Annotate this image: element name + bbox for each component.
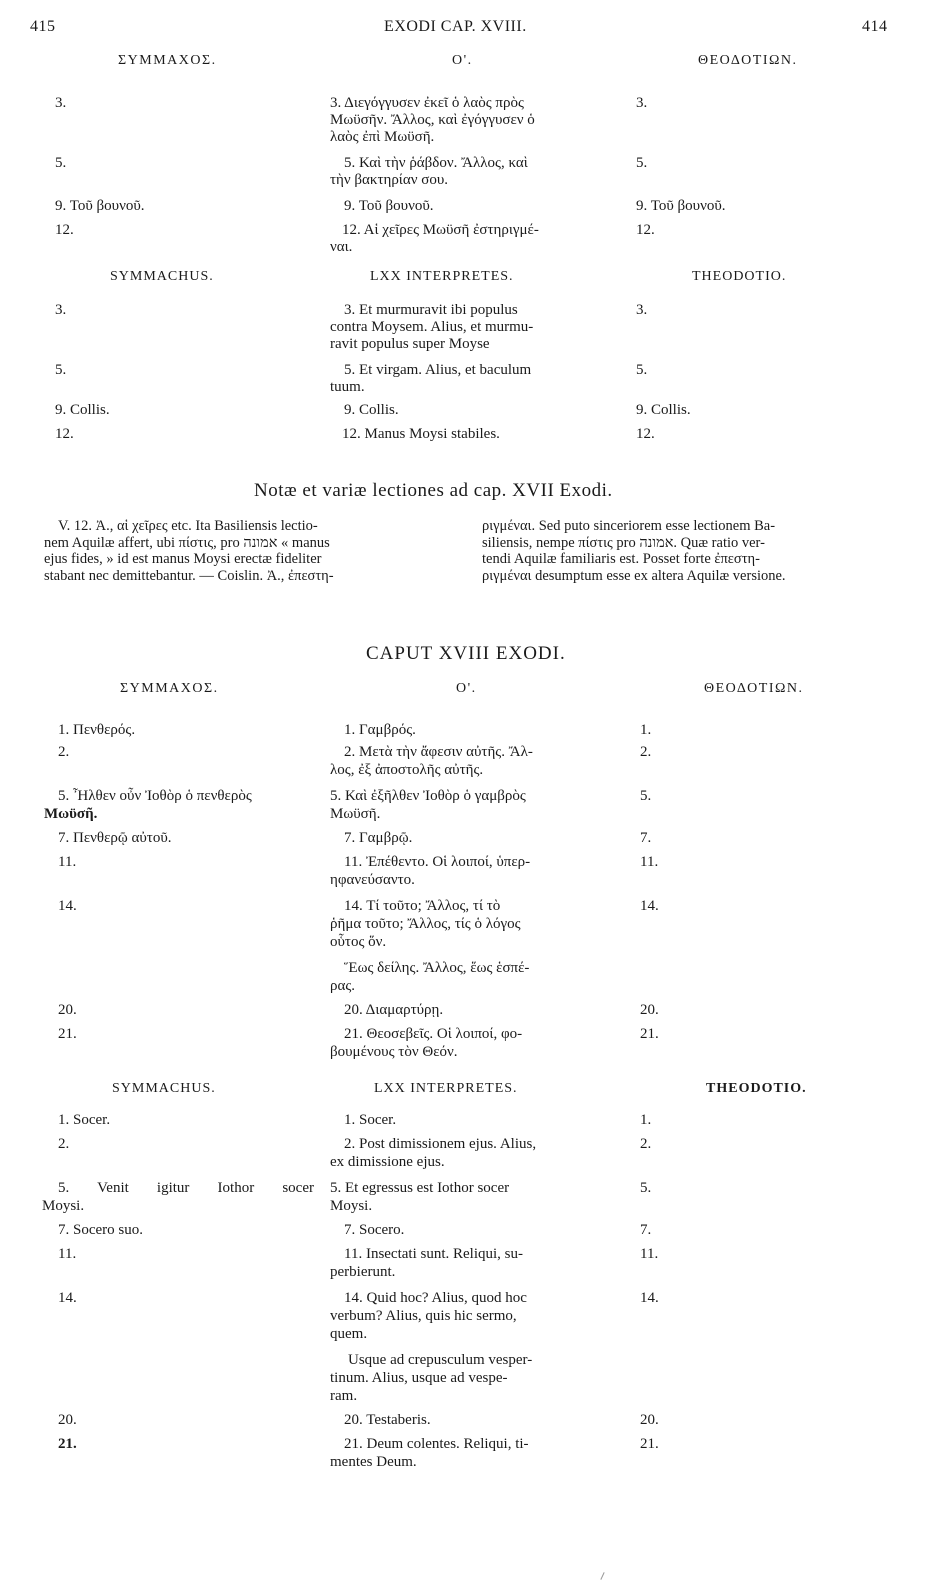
theo-cell: 21. — [640, 1436, 659, 1452]
col-head-symmachus-greek: ΣΥΜΜΑΧΟΣ. — [118, 53, 217, 68]
theo-cell: 20. — [640, 1412, 659, 1428]
lxx-line: tinum. Alius, usque ad vespe- — [330, 1370, 508, 1386]
theo-cell: 7. — [640, 830, 652, 846]
theo-cell: 12. — [636, 426, 655, 442]
lxx-line: Usque ad crepusculum vesper- — [348, 1352, 533, 1368]
sym-line: Μωϋσῆ. — [44, 806, 98, 822]
lxx-line: 21. Θεοσεβεῖς. Οἱ λοιποί, φο- — [344, 1026, 523, 1042]
theo-cell: 5. — [640, 1180, 652, 1196]
lxx-line: λαὸς ἐπὶ Μωϋσῆ. — [330, 129, 435, 145]
sym-cell: 5. — [55, 155, 67, 171]
lxx-line: 2. Post dimissionem ejus. Alius, — [344, 1136, 537, 1152]
sym-cell: 12. — [55, 222, 74, 238]
sym-line: 20. — [58, 1412, 77, 1428]
lxx-line: 5. Et egressus est Iothor socer — [330, 1180, 510, 1196]
lxx-line: βουμένους τὸν Θεόν. — [330, 1044, 458, 1060]
lxx-line: 12. Αἱ χεῖρες Μωϋσῆ ἐστηριγμέ- — [342, 222, 539, 238]
note-line: siliensis, nempe πίστις pro אמונה. Quæ ratio ver- — [482, 534, 765, 551]
caput-title: CAPUT XVIII EXODI. — [366, 643, 566, 664]
theo-cell: 11. — [640, 854, 659, 870]
theo-cell: 5. — [640, 788, 652, 804]
lxx-line: λος, ἐξ ἀποστολῆς αὐτῆς. — [330, 762, 484, 778]
sym-line: 11. — [58, 1246, 77, 1262]
notes-left-column — [44, 518, 458, 584]
col-head-lxx-greek: Ο'. — [452, 53, 473, 68]
lxx-line: Moysi. — [330, 1198, 373, 1214]
note-line: V. 12. Ἀ., αἱ χεῖρες etc. Ita Basiliensis lectio- — [58, 518, 318, 534]
lxx-line: perbierunt. — [330, 1264, 396, 1280]
lxx-line: 20. Διαμαρτύρῃ. — [344, 1002, 444, 1018]
col-head-lxx-greek-2: Ο'. — [456, 681, 477, 696]
lxx-line: 21. Deum colentes. Reliqui, ti- — [344, 1436, 529, 1452]
sym-line: 2. — [58, 744, 70, 760]
lxx-line: 9. Collis. — [344, 402, 399, 418]
lxx-line: mentes Deum. — [330, 1454, 417, 1470]
theo-cell: 9. Τοῦ βουνοῦ. — [636, 198, 726, 214]
theo-cell: 14. — [640, 898, 659, 914]
theo-cell: 9. Collis. — [636, 402, 691, 418]
theo-cell: 11. — [640, 1246, 659, 1262]
theo-cell: 12. — [636, 222, 655, 238]
sym-line: Moysi. — [42, 1198, 85, 1214]
sym-line: 14. — [58, 1290, 77, 1306]
lxx-line: 5. Καὶ ἐξῆλθεν Ἰοθὸρ ὁ γαμβρὸς — [330, 788, 526, 804]
col-head-theodotion-latin-2: THEODOTIO. — [706, 1081, 807, 1096]
theo-cell: 1. — [640, 722, 652, 738]
sym-line: 2. — [58, 1136, 70, 1152]
lxx-line: ex dimissione ejus. — [330, 1154, 445, 1170]
col-head-lxx-latin-2: LXX INTERPRETES. — [374, 1081, 518, 1096]
note-line: tendi Aquilæ familiaris est. Posset forte ἐπεστη- — [482, 551, 760, 567]
sym-cell: 12. — [55, 426, 74, 442]
sym-line: 5. Venit igitur Iothor socer — [58, 1180, 314, 1196]
lxx-line: τὴν βακτηρίαν σου. — [330, 172, 449, 188]
theo-cell: 3. — [636, 95, 648, 111]
col-head-symmachus-latin-2: SYMMACHUS. — [112, 1081, 216, 1096]
lxx-line: Μωϋσῆ. — [330, 806, 381, 822]
lxx-line: 9. Τοῦ βουνοῦ. — [344, 198, 434, 214]
theo-cell: 5. — [636, 155, 648, 171]
col-head-theodotion-latin: THEODOTIO. — [692, 269, 787, 284]
sym-line: 11. — [58, 854, 77, 870]
lxx-line: 12. Manus Moysi stabiles. — [342, 426, 500, 442]
lxx-line: 11. Insectati sunt. Reliqui, su- — [344, 1246, 524, 1262]
lxx-line: ravit populus super Moyse — [330, 336, 490, 352]
theo-cell: 5. — [636, 362, 648, 378]
notes-right-column — [482, 518, 894, 584]
lxx-line: 5. Et virgam. Alius, et baculum — [344, 362, 532, 378]
lxx-line: ram. — [330, 1388, 358, 1404]
lxx-line: 3. Διεγόγγυσεν ἐκεῖ ὁ λαὸς πρὸς — [330, 95, 524, 111]
page-number-right: 414 — [862, 18, 888, 35]
lxx-line: ναι. — [330, 239, 353, 255]
lxx-line: 14. Τί τοῦτο; Ἄλλος, τί τὸ — [344, 898, 501, 914]
note-line: ριγμέναι desumptum esse ex altera Aquilæ versione. — [482, 567, 786, 584]
sym-cell: 5. — [55, 362, 67, 378]
lxx-line: Ἕως δείλης. Ἄλλος, ἕως ἑσπέ- — [344, 960, 530, 976]
lxx-line: ηφανεύσαντο. — [330, 872, 415, 888]
lxx-line: 5. Καὶ τὴν ῥάβδον. Ἄλλος, καὶ — [344, 155, 528, 171]
theo-cell: 20. — [640, 1002, 659, 1018]
sym-line: 1. Πενθερός. — [58, 722, 136, 738]
theo-cell: 3. — [636, 302, 648, 318]
notes-title: Notæ et variæ lectiones ad cap. XVII Exodi. — [254, 480, 613, 501]
theo-cell: 2. — [640, 744, 652, 760]
col-head-theodotion-greek: ΘΕΟΔΟΤΙΩΝ. — [698, 53, 798, 68]
lxx-line: Μωϋσῆν. Ἄλλος, καὶ ἐγόγγυσεν ὁ — [330, 112, 535, 128]
lxx-line: ρας. — [330, 978, 356, 994]
sym-line: 7. Socero suo. — [58, 1222, 143, 1238]
lxx-line: contra Moysem. Alius, et murmu- — [330, 319, 534, 335]
lxx-line: 1. Γαμβρός. — [344, 722, 416, 738]
lxx-line: 2. Μετὰ τὴν ἄφεσιν αὐτῆς. Ἄλ- — [344, 744, 533, 760]
theo-cell: 7. — [640, 1222, 652, 1238]
lxx-line: quem. — [330, 1326, 368, 1342]
lxx-line: 7. Γαμβρῷ. — [344, 830, 413, 846]
sym-cell: 3. — [55, 95, 67, 111]
note-line: nem Aquilæ affert, ubi πίστις, pro אמונה « manus — [44, 534, 330, 551]
theo-cell: 14. — [640, 1290, 659, 1306]
sym-cell: 9. Τοῦ βουνοῦ. — [55, 198, 145, 214]
lxx-line: tuum. — [330, 379, 365, 395]
lxx-line: 1. Socer. — [344, 1112, 397, 1128]
theo-cell: 2. — [640, 1136, 652, 1152]
note-line: ριγμέναι. Sed puto sinceriorem esse lectionem Ba- — [482, 518, 776, 534]
col-head-theodotion-greek-2: ΘΕΟΔΟΤΙΩΝ. — [704, 681, 804, 696]
lxx-line: 11. Ἐπέθεντο. Οἱ λοιποί, ὑπερ- — [344, 854, 531, 870]
col-head-symmachus-greek-2: ΣΥΜΜΑΧΟΣ. — [120, 681, 219, 696]
lxx-line: 7. Socero. — [344, 1222, 405, 1238]
sym-line: 20. — [58, 1002, 77, 1018]
sym-line: 21. — [58, 1436, 77, 1452]
note-line: ejus fides, » id est manus Moysi erectæ fideliter — [44, 551, 322, 567]
col-head-lxx-latin: LXX INTERPRETES. — [370, 269, 514, 284]
theo-cell: 21. — [640, 1026, 659, 1042]
theo-cell: 1. — [640, 1112, 652, 1128]
lxx-line: verbum? Alius, quis hic sermo, — [330, 1308, 517, 1324]
lxx-line: 14. Quid hoc? Alius, quod hoc — [344, 1290, 527, 1306]
page-number-left: 415 — [30, 18, 56, 35]
sym-cell: 9. Collis. — [55, 402, 110, 418]
note-line: stabant nec demittebantur. — Coislin. Ἀ., ἐπεστη- — [44, 567, 334, 584]
lxx-line: 20. Testaberis. — [344, 1412, 431, 1428]
sym-cell: 3. — [55, 302, 67, 318]
sym-line: 14. — [58, 898, 77, 914]
print-speck — [600, 1572, 604, 1580]
sym-line: 1. Socer. — [58, 1112, 111, 1128]
sym-line: 7. Πενθερῷ αὐτοῦ. — [58, 830, 172, 846]
sym-line: 21. — [58, 1026, 77, 1042]
sym-line: 5. Ἦλθεν οὖν Ἰοθὸρ ὁ πενθερὸς — [58, 788, 252, 804]
col-head-symmachus-latin: SYMMACHUS. — [110, 269, 214, 284]
lxx-line: οὗτος ὅν. — [330, 934, 387, 950]
lxx-line: 3. Et murmuravit ibi populus — [344, 302, 518, 318]
running-title: EXODI CAP. XVIII. — [384, 18, 527, 35]
lxx-line: ῥῆμα τοῦτο; Ἄλλος, τίς ὁ λόγος — [330, 916, 521, 932]
